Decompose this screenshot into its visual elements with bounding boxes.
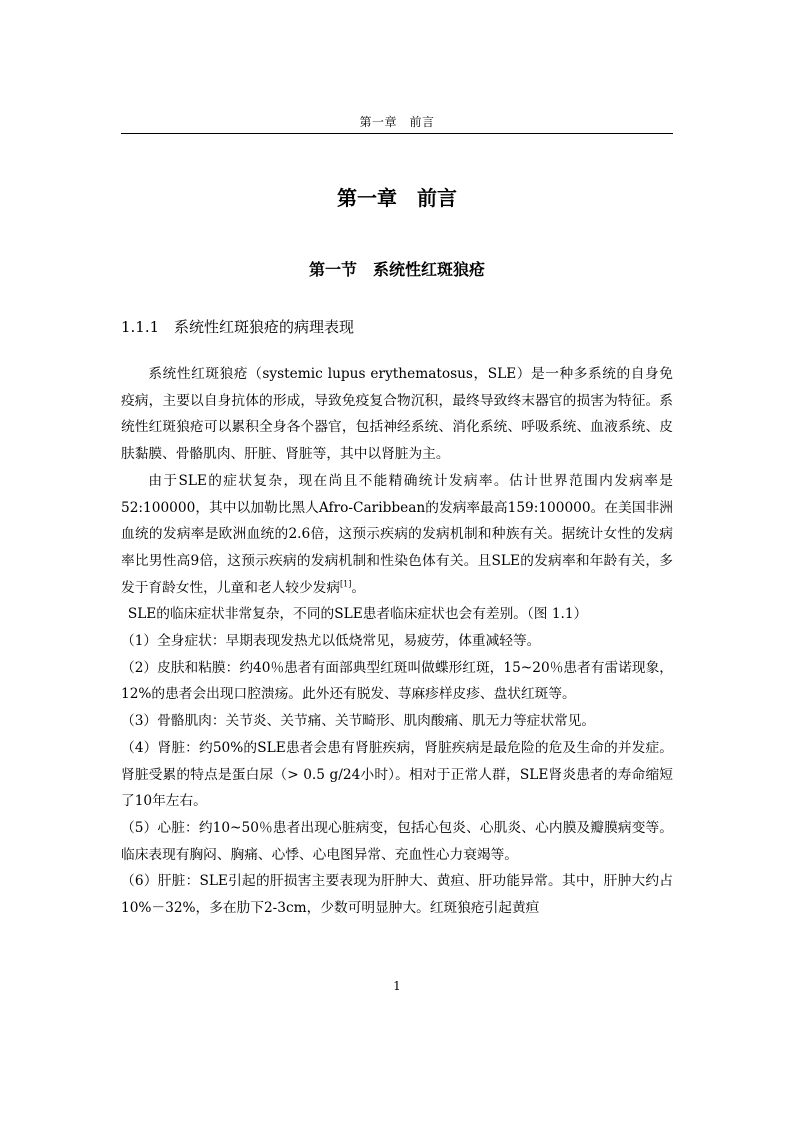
- symptom-liver: （6）肝脏：SLE引起的肝损害主要表现为肝肿大、黄疸、肝功能异常。其中，肝肿大约占10%－32%，多在肋下2-3cm，少数可明显肿大。红斑狼疮引起黄疸: [121, 873, 673, 917]
- page-number: 1: [393, 979, 401, 993]
- symptom-musculoskeletal: （3）骨骼肌肉：关节炎、关节痛、关节畸形、肌肉酸痛、肌无力等症状常见。: [121, 713, 596, 730]
- subsection-heading: [121, 316, 673, 338]
- chapter-title: 第一章 前言: [337, 186, 457, 210]
- paragraph-epidemiology-text: 由于SLE的症状复杂，现在尚且不能精确统计发病率。估计世界范围内发病率是52:100000，其中以加勒比黑人Afro-Caribbean的发病率最高159:100000。在美国非洲血统的发病率是欧洲血统的2.6倍，这预示疾病的发病机制和种族有关。据统计女性的发病率比男性高9倍，这预示疾病的发病机制和性染色体有关。且SLE的发病率和年龄有关，多发于育龄女性，儿童和老人较少发病: [121, 472, 673, 596]
- paragraph-epidemiology: [121, 468, 673, 602]
- paragraph-symptoms-intro: SLE的临床症状非常复杂，不同的SLE患者临床症状也会有差别。（图 1.1）: [127, 606, 588, 623]
- running-header: 第一章 前言: [359, 115, 435, 129]
- header-rule: [121, 133, 673, 134]
- symptom-heart: （5）心脏：约10~50％患者出现心脏病变，包括心包炎、心肌炎、心内膜及瓣膜病变等。临床表现有胸闷、胸痛、心悸、心电图异常、充血性心力衰竭等。: [121, 819, 673, 863]
- symptom-skin-mucosa: （2）皮肤和粘膜：约40％患者有面部典型红斑叫做蝶形红斑，15~20％患者有雷诺现象，12%的患者会出现口腔溃疡。此外还有脱发、荨麻疹样皮疹、盘状红斑等。: [121, 659, 673, 703]
- subsection-number: 1.1.1: [121, 318, 160, 336]
- section-title: 第一节 系统性红斑狼疮: [308, 260, 485, 279]
- body-text: [121, 361, 673, 922]
- symptom-general: （1）全身症状：早期表现发热尤以低烧常见，易疲劳，体重减轻等。: [121, 633, 541, 650]
- paragraph-epidemiology-end: 。: [351, 579, 366, 596]
- citation-ref: [1]: [340, 579, 352, 589]
- paragraph-definition: 系统性红斑狼疮（systemic lupus erythematosus，SLE）是一种多系统的自身免疫病，主要以自身抗体的形成，导致免疫复合物沉积，最终导致终末器官的损害为特征。系统性红斑狼疮可以累积全身各个器官，包括神经系统、消化系统、呼吸系统、血液系统、皮肤黏膜、骨骼肌肉、肝脏、肾脏等，其中以肾脏为主。: [121, 366, 673, 463]
- symptom-kidney: （4）肾脏：约50%的SLE患者会患有肾脏疾病，肾脏疾病是最危险的危及生命的并发症。肾脏受累的特点是蛋白尿（> 0.5 g/24小时）。相对于正常人群，SLE肾炎患者的寿命缩短了10年左右。: [121, 739, 673, 810]
- subsection-title: 系统性红斑狼疮的病理表现: [174, 318, 355, 336]
